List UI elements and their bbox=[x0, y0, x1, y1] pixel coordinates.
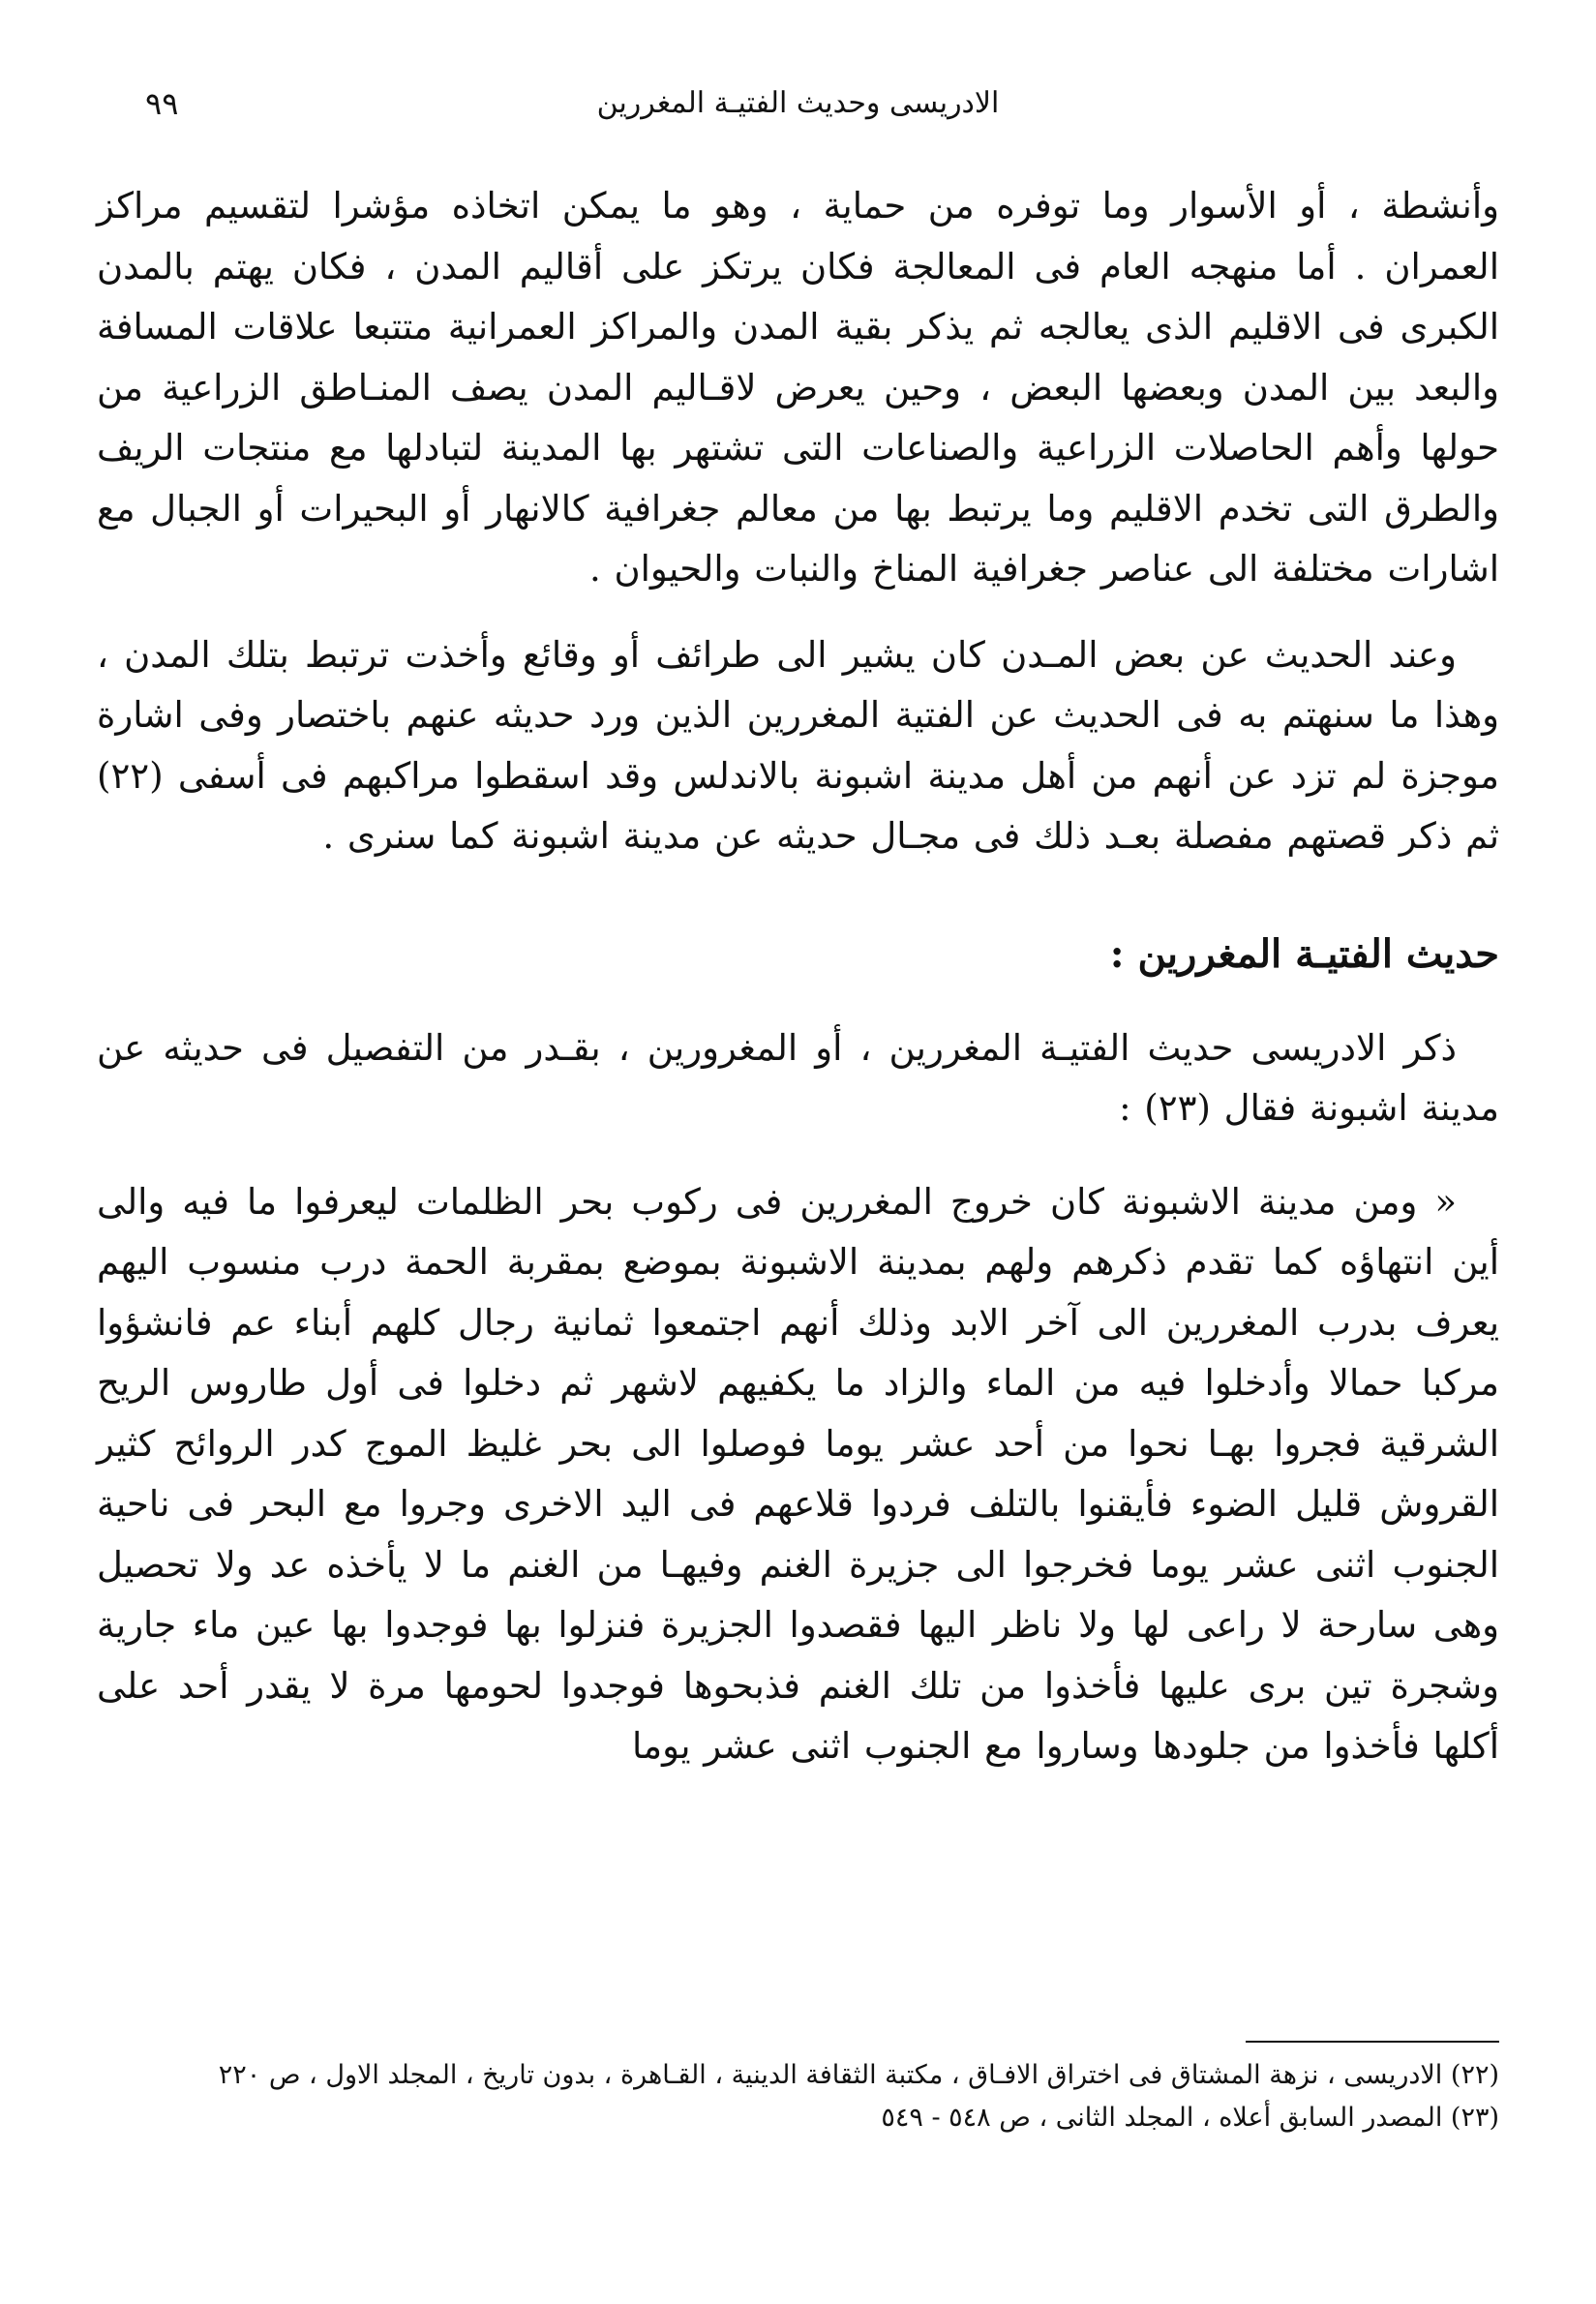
footnotes bbox=[97, 2054, 1499, 2139]
section-intro: ذكر الادريسى حديث الفتيـة المغررين ، أو المغرورين ، بقـدر من التفصيل فى حديثه عن مدينة اشبونة فقال (٢٣) : bbox=[97, 1026, 1499, 1129]
running-header bbox=[145, 79, 1451, 128]
running-title: الادريسى وحديث الفتيـة المغررين bbox=[596, 86, 1000, 120]
section-heading: حديث الفتيـة المغررين : bbox=[1109, 930, 1499, 977]
quoted-passage: « ومن مدينة الاشبونة كان خروج المغررين فى ركوب بحر الظلمات ليعرفوا ما فيه والى أين انتهاؤه كما تقدم ذكرهم ولهم بمدينة الاشبونة بموضع بمقربة الحمة درب منسوب اليهم يعرف بدرب المغررين الى آخر الابد وذلك أنهم اجتمعوا ثمانية رجال كلهم أبناء عم فانشؤوا مركبا حمالا وأدخلوا فيه من الماء والزاد ما يكفيهم لاشهر ثم دخلوا فى أول طاروس الريح الشرقية فجروا بهـا نحوا من أحد عشر يوما فوصلوا الى بحر غليظ الموج كدر الروائح كثير القروش قليل الضوء فأيقنوا بالتلف فردوا قلاعهم فى اليد الاخرى وجروا مع البحر فى ناحية الجنوب اثنى عشر يوما فخرجوا الى جزيرة الغنم وفيهـا من الغنم ما لا يأخذه عد ولا تحصيل وهى سارحة لا راعى لها ولا ناظر اليها فقصدوا الجزيرة فنزلوا بها فوجدوا بها عين ماء جارية وشجرة تين برى عليها فأخذوا من تلك الغنم فذبحوها فوجدوا لحومها مرة لا يقدر أحد على أكلها فأخذوا من جلودها وساروا مع الجنوب اثنى عشر يوما bbox=[97, 1180, 1499, 1767]
page-number: ٩٩ bbox=[145, 85, 179, 122]
body-text bbox=[97, 176, 1499, 1777]
paragraph-2: وعند الحديث عن بعض المـدن كان يشير الى طرائف أو وقائع وأخذت ترتبط بتلك المدن ، وهذا ما سنهتم به فى الحديث عن الفتية المغررين الذين ورد حديثه عنهم باختصار وفى اشارة موجزة لم تزد عن أنهم من أهل مدينة اشبونة بالاندلس وقد اسقطوا مراكبهم فى أسفى (٢٢) ثم ذكر قصتهم مفصلة بعـد ذلك فى مجـال حديثه عن مدينة اشبونة كما سنرى . bbox=[97, 633, 1499, 857]
footnote-22: (٢٢) الادريسى ، نزهة المشتاق فى اختراق الافـاق ، مكتبة الثقافة الدينية ، القـاهرة ، بدون تاريخ ، المجلد الاول ، ص ٢٢٠ bbox=[218, 2060, 1499, 2090]
footnote-23: (٢٣) المصدر السابق أعلاه ، المجلد الثانى ، ص ٥٤٨ - ٥٤٩ bbox=[881, 2103, 1499, 2133]
paragraph-1: وأنشطة ، أو الأسوار وما توفره من حماية ، وهو ما يمكن اتخاذه مؤشرا لتقسيم مراكز العمران . أما منهجه العام فى المعالجة فكان يرتكز على أقاليم المدن ، فكان يهتم بالمدن الكبرى فى الاقليم الذى يعالجه ثم يذكر بقية المدن والمراكز العمرانية متتبعا علاقات المسافة والبعد بين المدن وبعضها البعض ، وحين يعرض لاقـاليم المدن يصف المنـاطق الزراعية من حولها وأهم الحاصلات الزراعية والصناعات التى تشتهر بها المدينة لتبادلها مع منتجات الريف والطرق التى تخدم الاقليم وما يرتبط بها من معالم جغرافية كالانهار أو البحيرات أو الجبال مع اشارات مختلفة الى عناصر جغرافية المناخ والنبات والحيوان . bbox=[97, 185, 1499, 590]
footnote-divider bbox=[1246, 2041, 1499, 2043]
